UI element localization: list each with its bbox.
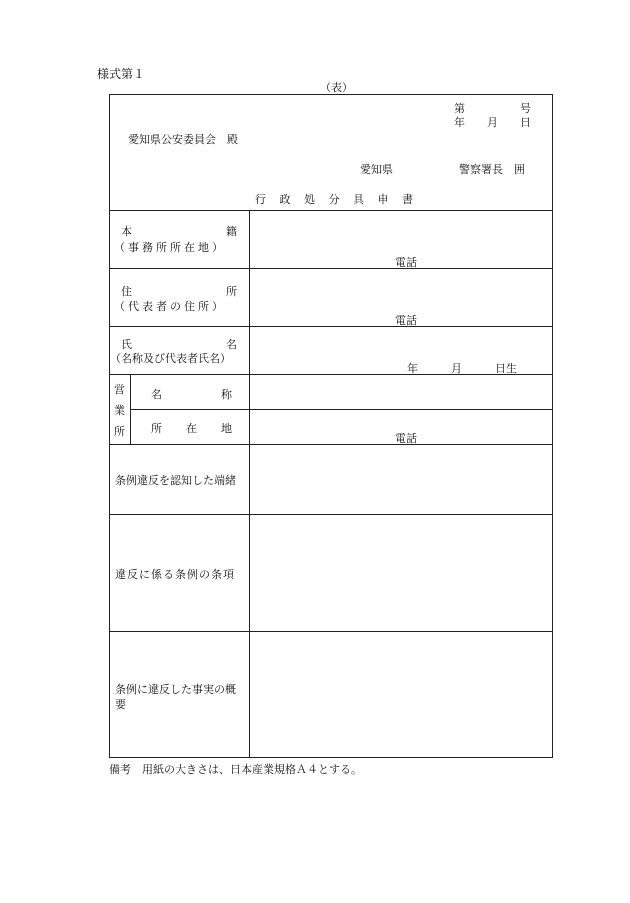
summary-label-line1: 条例に違反した事実の概 <box>115 683 236 696</box>
row-divider <box>109 268 553 269</box>
document-number-label: 第 号 <box>454 102 531 115</box>
form-side-label: （表） <box>320 81 353 94</box>
date-label: 年 月 日 <box>454 116 531 129</box>
row-divider <box>109 631 553 632</box>
office-group-label: 営業所 <box>114 383 125 438</box>
circumstances-label: 条例違反を認知した端緒 <box>115 474 236 487</box>
row-divider <box>109 210 553 211</box>
footer-note: 備考 用紙の大きさは、日本産業規格Ａ４とする。 <box>109 763 362 776</box>
office-name-label: 名 称 <box>151 388 232 401</box>
domicile-phone-label: 電話 <box>395 256 417 269</box>
row-divider <box>109 444 553 445</box>
domicile-label-bottom: （事務所所在地） <box>114 241 226 254</box>
row-divider <box>109 514 553 515</box>
row-divider <box>130 409 553 410</box>
form-number: 様式第１ <box>97 67 146 81</box>
column-divider <box>249 210 250 758</box>
column-divider <box>130 374 131 444</box>
domicile-label-top: 本 籍 <box>121 225 237 238</box>
addressee: 愛知県公安委員会 殿 <box>128 133 238 146</box>
summary-label-line2: 要 <box>115 698 126 711</box>
row-divider <box>109 326 553 327</box>
office-phone-label: 電話 <box>395 432 417 445</box>
address-label-top: 住 所 <box>121 285 237 298</box>
address-phone-label: 電話 <box>395 314 417 327</box>
birth-date-label: 年 月 日生 <box>407 362 517 375</box>
name-label-bottom: （名称及び代表者氏名） <box>110 352 231 365</box>
office-location-label: 所 在 地 <box>151 422 232 435</box>
name-label-top: 氏 名 <box>121 338 237 351</box>
address-label-bottom: （代表者の住所） <box>114 300 226 313</box>
document-title: 行 政 処 分 具 申 書 <box>255 193 418 206</box>
clauses-label: 違反に係る条例の条項 <box>115 568 235 581</box>
sender: 愛知県 警察署長 囲 <box>360 163 525 176</box>
